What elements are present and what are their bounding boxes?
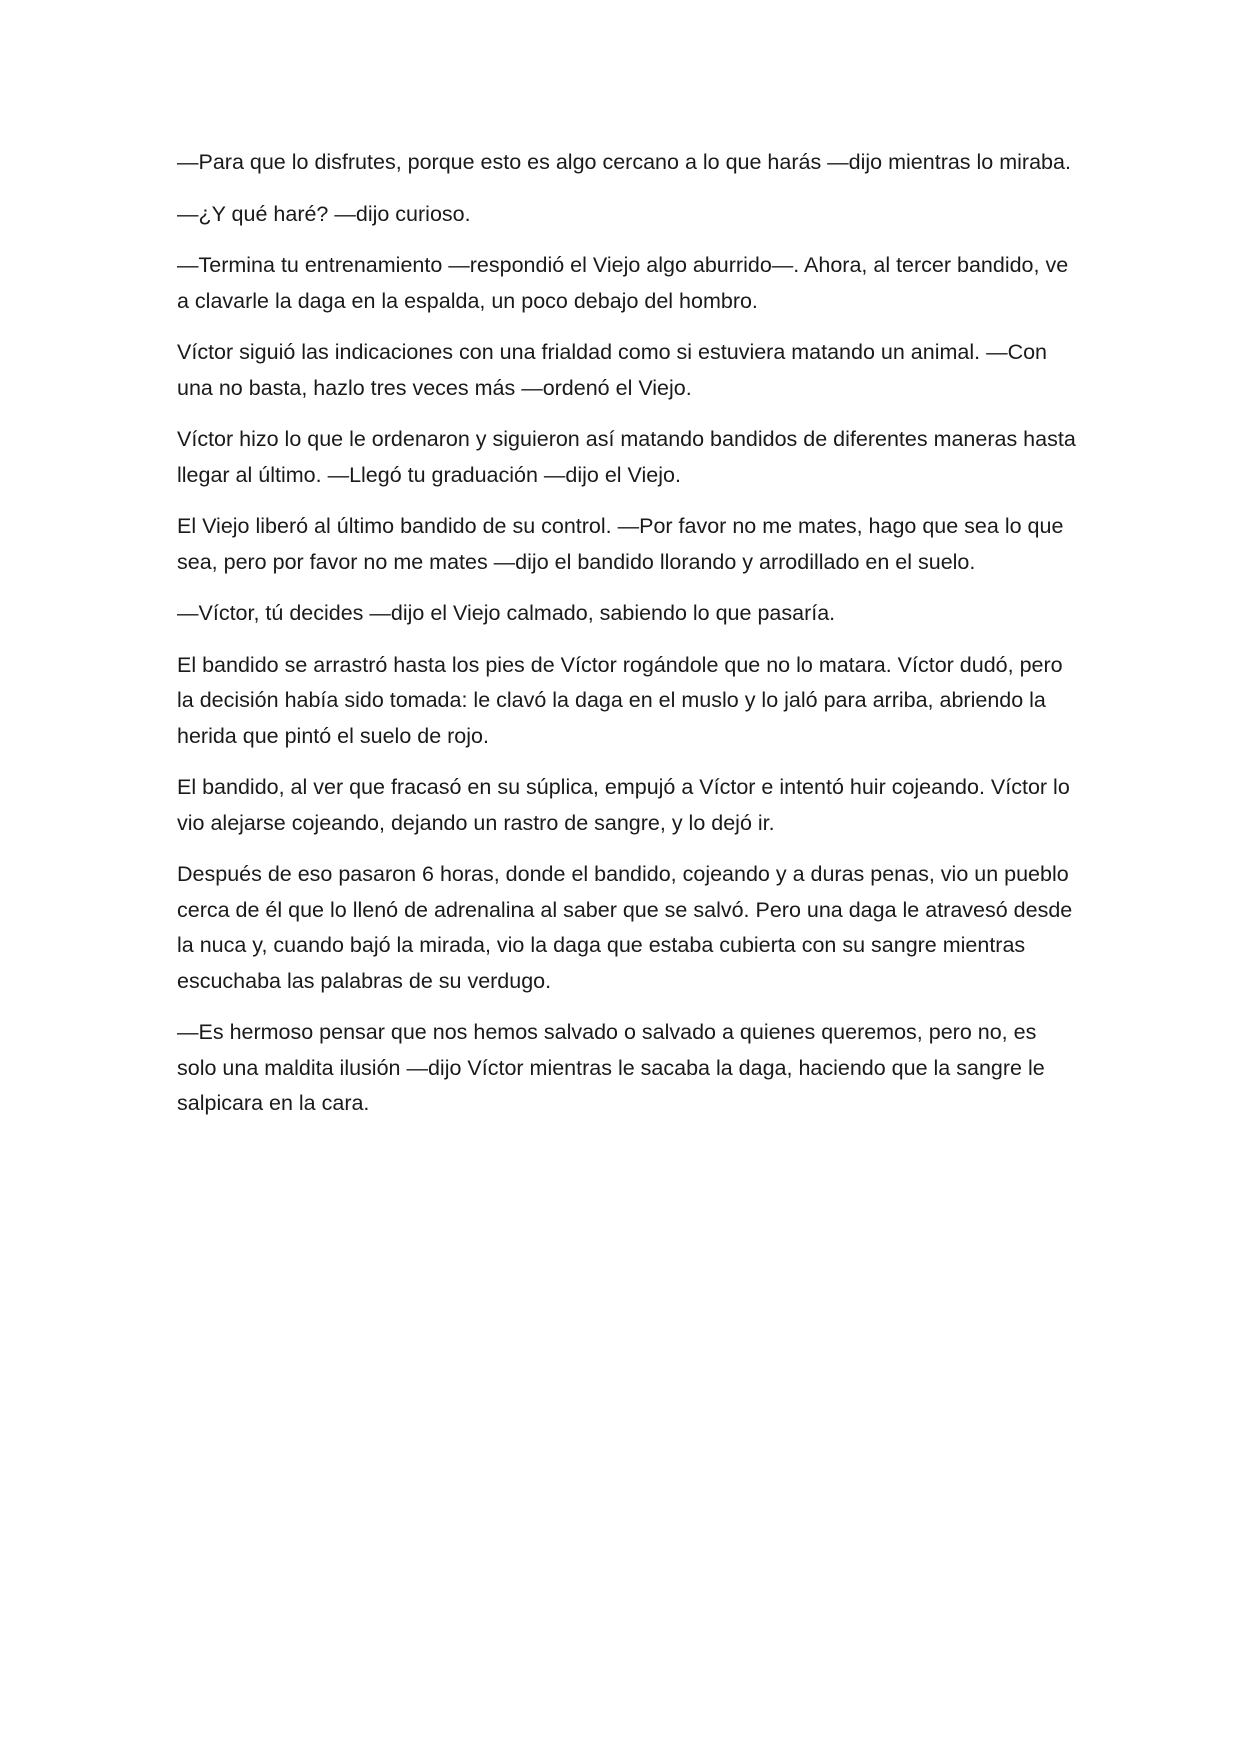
paragraph-1: —Para que lo disfrutes, porque esto es algo cercano a lo que harás —dijo mientras lo miraba.: [177, 150, 1071, 174]
body-text: [177, 145, 1077, 1138]
paragraph-3: —Termina tu entrenamiento —respondió el Viejo algo aburrido—. Ahora, al tercer bandido, ve a clavarle la daga en la espalda, un poco debajo del hombro.: [177, 253, 1069, 313]
paragraph-10: Después de eso pasaron 6 horas, donde el bandido, cojeando y a duras penas, vio un pueblo cerca de él que lo llenó de adrenalina al saber que se salvó. Pero una daga le atravesó desde la nuca y, cuando bajó la mirada, vio la daga que estaba cubierta con su sangre mientras escuchaba las palabras de su verdugo.: [177, 862, 1073, 993]
paragraph-5: Víctor hizo lo que le ordenaron y siguieron así matando bandidos de diferentes maneras hasta llegar al último. —Llegó tu graduación —dijo el Viejo.: [177, 427, 1076, 487]
paragraph-11: —Es hermoso pensar que nos hemos salvado o salvado a quienes queremos, pero no, es solo una maldita ilusión —dijo Víctor mientras le sacaba la daga, haciendo que la sangre le salpicara en la cara.: [177, 1020, 1045, 1115]
paragraph-8: El bandido se arrastró hasta los pies de Víctor rogándole que no lo matara. Víctor dudó, pero la decisión había sido tomada: le clavó la daga en el muslo y lo jaló para arriba, abriendo la herida que pintó el suelo de rojo.: [177, 652, 1063, 748]
paragraph-2: —¿Y qué haré? —dijo curioso.: [177, 201, 471, 226]
paragraph-7: —Víctor, tú decides —dijo el Viejo calmado, sabiendo lo que pasaría.: [177, 601, 836, 625]
paragraph-4: Víctor siguió las indicaciones con una frialdad como si estuviera matando un animal. —Con una no basta, hazlo tres veces más —ordenó el Viejo.: [177, 340, 1048, 400]
paragraph-6: El Viejo liberó al último bandido de su control. —Por favor no me mates, hago que sea lo que sea, pero por favor no me mates —dijo el bandido llorando y arrodillado en el suelo.: [177, 514, 1064, 574]
paragraph-9: El bandido, al ver que fracasó en su súplica, empujó a Víctor e intentó huir cojeando. Víctor lo vio alejarse cojeando, dejando un rastro de sangre, y lo dejó ir.: [177, 775, 1070, 835]
